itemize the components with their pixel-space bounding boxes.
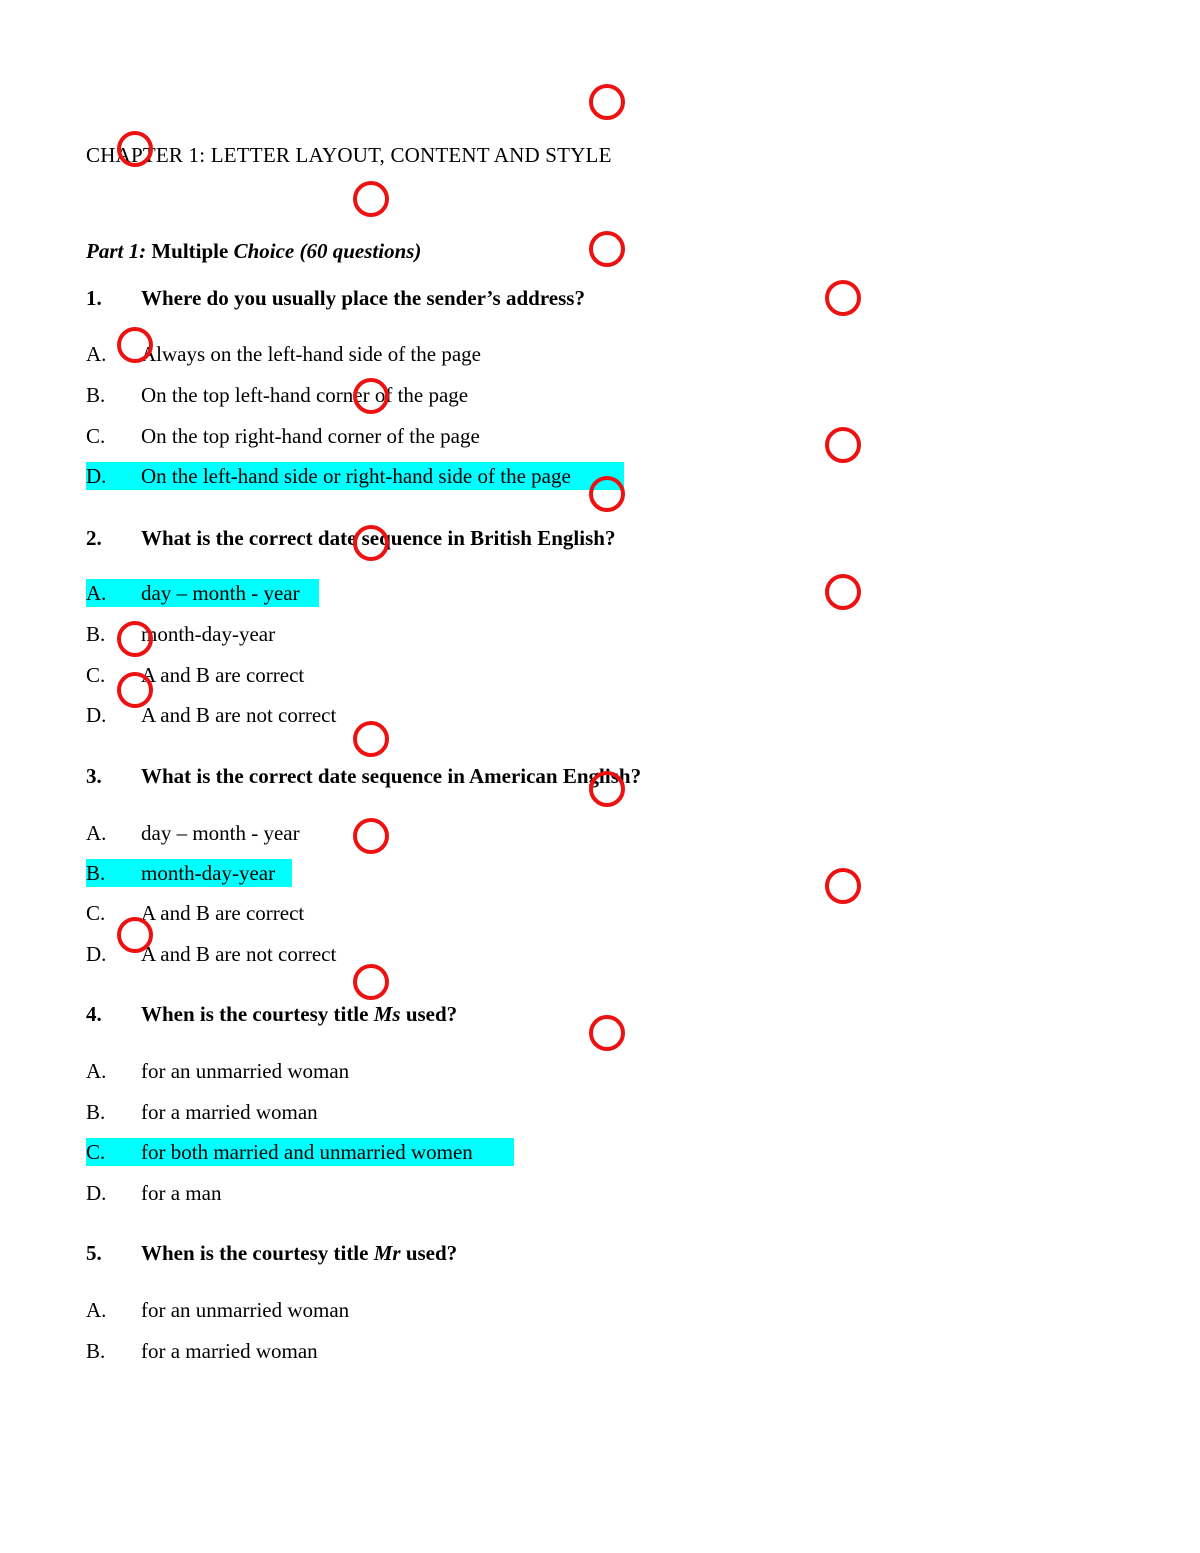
red-circle-marker[interactable] (353, 721, 389, 757)
red-circle-marker[interactable] (353, 378, 389, 414)
question-text-italic: Ms (373, 1002, 401, 1026)
option-text: A and B are not correct (141, 703, 337, 727)
option-letter: D. (86, 942, 107, 966)
option-text: for a married woman (141, 1100, 318, 1124)
option-letter: A. (86, 342, 107, 366)
red-circle-marker[interactable] (825, 574, 861, 610)
option-text: for an unmarried woman (141, 1298, 350, 1322)
red-circle-marker[interactable] (353, 818, 389, 854)
option-1a (86, 340, 546, 368)
option-4c-highlighted (86, 1138, 514, 1166)
option-1d-highlighted (86, 462, 624, 490)
option-text: day – month - year (141, 821, 300, 845)
red-circle-marker[interactable] (825, 427, 861, 463)
option-text: A and B are not correct (141, 942, 337, 966)
part-label: Part 1: (86, 239, 147, 263)
option-letter: B. (86, 1339, 106, 1363)
option-letter: B. (86, 622, 106, 646)
red-circle-marker[interactable] (825, 280, 861, 316)
red-circle-marker[interactable] (589, 476, 625, 512)
option-text: A and B are correct (141, 901, 305, 925)
question-text: What is the correct date sequence in British English? (141, 526, 616, 550)
option-text: for an unmarried woman (141, 1059, 350, 1083)
question-text: Where do you usually place the sender’s address? (141, 286, 585, 310)
option-letter: A. (86, 581, 107, 605)
question-text: What is the correct date sequence in American English? (141, 764, 642, 788)
option-text: On the left-hand side or right-hand side of the page (141, 464, 571, 488)
red-circle-marker[interactable] (589, 1015, 625, 1051)
question-number: 5. (86, 1241, 102, 1265)
option-letter: D. (86, 1181, 107, 1205)
question-number: 4. (86, 1002, 102, 1026)
option-letter: B. (86, 1100, 106, 1124)
red-circle-marker[interactable] (353, 964, 389, 1000)
question-number: 1. (86, 286, 102, 310)
option-5b (86, 1337, 406, 1365)
option-3b-highlighted (86, 859, 292, 887)
question-text-after: used? (400, 1241, 458, 1265)
question-text-before: When is the courtesy title (141, 1241, 374, 1265)
option-3a (86, 819, 386, 847)
red-circle-marker[interactable] (117, 917, 153, 953)
option-text: On the top right-hand corner of the page (141, 424, 480, 448)
red-circle-marker[interactable] (353, 181, 389, 217)
option-letter: B. (86, 383, 106, 407)
part-heading (86, 239, 421, 264)
option-text: month-day-year (141, 861, 276, 885)
part-word-multiple: Multiple (151, 239, 229, 263)
option-letter: C. (86, 424, 106, 448)
question-text-before: When is the courtesy title (141, 1002, 374, 1026)
option-letter: A. (86, 1298, 107, 1322)
option-letter: A. (86, 1059, 107, 1083)
option-5a (86, 1296, 406, 1324)
option-letter: B. (86, 861, 106, 885)
red-circle-marker[interactable] (117, 621, 153, 657)
option-text: month-day-year (141, 622, 276, 646)
red-circle-marker[interactable] (589, 84, 625, 120)
option-text: Always on the left-hand side of the page (141, 342, 481, 366)
option-text: A and B are correct (141, 663, 305, 687)
question-text (141, 1241, 457, 1266)
red-circle-marker[interactable] (589, 231, 625, 267)
option-text: for a man (141, 1181, 222, 1205)
question-text-italic: Mr (373, 1241, 401, 1265)
option-letter: C. (86, 1140, 106, 1164)
question-text-after: used? (400, 1002, 458, 1026)
question-text (141, 1002, 457, 1027)
red-circle-marker[interactable] (117, 327, 153, 363)
option-1c (86, 422, 546, 450)
red-circle-marker[interactable] (117, 672, 153, 708)
part-word-choice: Choice (60 questions) (233, 239, 422, 263)
red-circle-marker[interactable] (117, 131, 153, 167)
question-number: 2. (86, 526, 102, 550)
option-4d (86, 1179, 406, 1207)
option-letter: D. (86, 703, 107, 727)
option-letter: C. (86, 901, 106, 925)
option-4b (86, 1098, 406, 1126)
option-text: for a married woman (141, 1339, 318, 1363)
red-circle-marker[interactable] (825, 868, 861, 904)
option-1b (86, 381, 546, 409)
option-4a (86, 1057, 406, 1085)
option-letter: C. (86, 663, 106, 687)
option-letter: D. (86, 464, 107, 488)
option-text: day – month - year (141, 581, 300, 605)
option-2a-highlighted (86, 579, 319, 607)
question-number: 3. (86, 764, 102, 788)
red-circle-marker[interactable] (589, 771, 625, 807)
red-circle-marker[interactable] (353, 525, 389, 561)
option-text: On the top left-hand corner of the page (141, 383, 469, 407)
option-letter: A. (86, 821, 107, 845)
option-text: for both married and unmarried women (141, 1140, 473, 1164)
chapter-title: CHAPTER 1: LETTER LAYOUT, CONTENT AND STYLE (86, 143, 612, 167)
